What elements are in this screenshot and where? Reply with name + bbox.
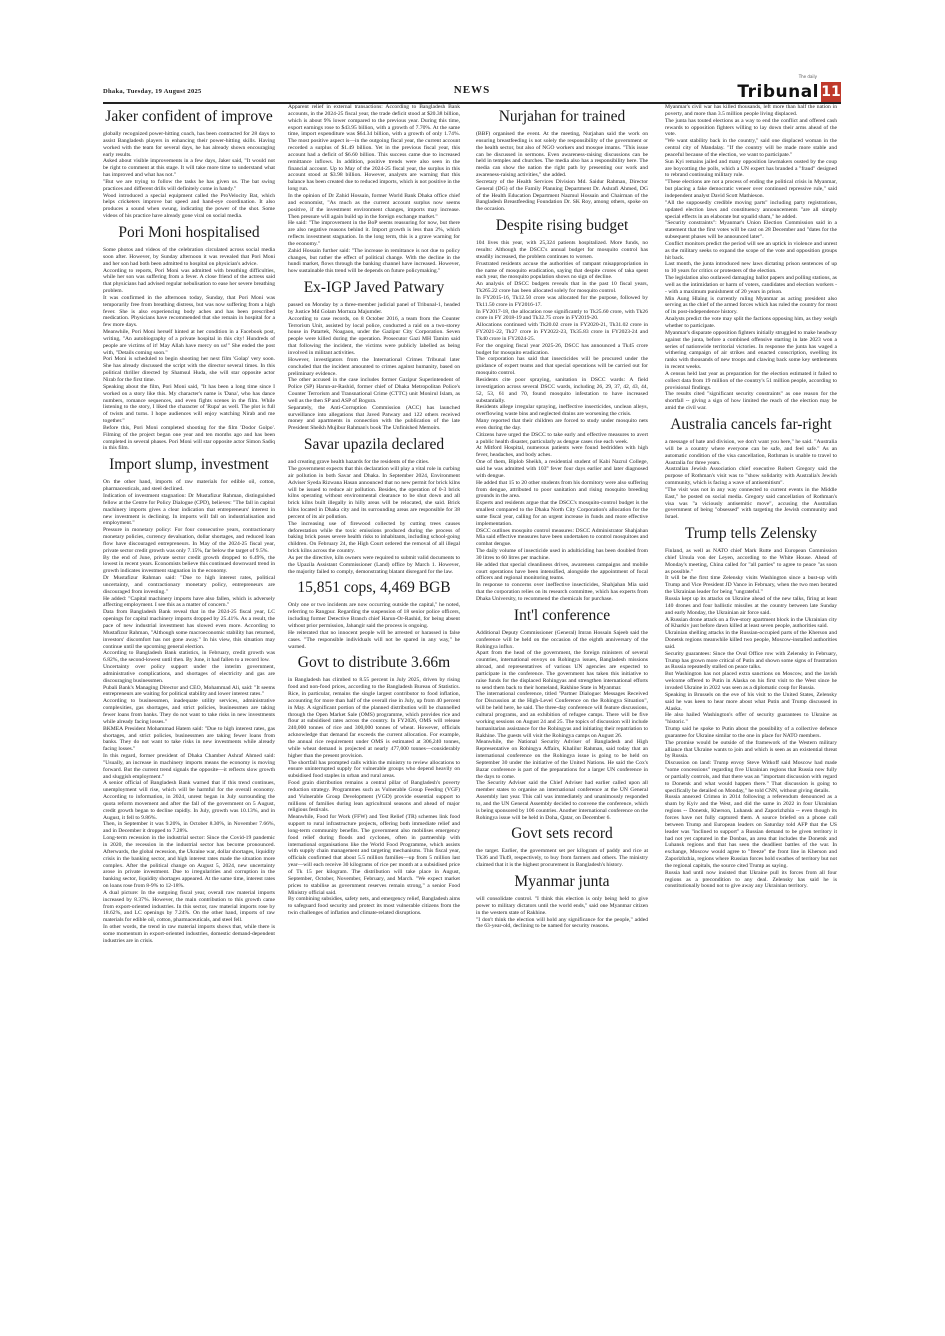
story-body: Some photos and videos of the celebration circulated across social media soon after. However, by Sunday afternoon it was revealed that Pori Moni and her son had both been admitted to hospital on physician's advice. According to reports, Pori Moni was admitted with breathing difficulties, while her son was suffering from a fever. A close friend of the actress said that physicians had advised regular nebulisation to ease her severe breathing problem. It was confirmed in the afternoon today, Sunday, that Pori Moni was temporarily free from breathing distress, but was now suffering from a high fever. She is also experiencing body aches and has been prescribed medication. Physicians have recommended that she remain in hospital for a few more days. Meanwhile, Pori Moni herself hinted at her condition in a Facebook post, writing, "An autobiography of a private hospital in this city! Hundreds of people are victims of it! May Allah have mercy on us!" She ended the post with, "Details coming soon." Pori Moni is scheduled to begin shooting her next film 'Golap' very soon. She has already discussed the script with the director several times. In this political thriller directed by Shamsul Huda, she will star opposite actor Nirab for the first time. Speaking about the film, Pori Moni said, "It has been a long time since I worked on a story like this. My character's name is 'Dana', who has dance numbers, romance sequences, and even fights scenes in the film. While listening to the story, I liked the character of 'Rupa' as well. The plot is full of twists and turns. I hope audiences will enjoy watching Nirab and me together." Before this, Pori Moni completed shooting for the film 'Dodor Golpo'. Filming of the project began one year and ten months ago and has been completed in several phases. Pori Moni will star opposite actor Simon Sadiq in this film. <box>103 246 275 452</box>
story-import-slump <box>103 456 275 944</box>
headline: Nurjahan for trained <box>498 108 626 125</box>
story-intl-conference <box>476 607 648 822</box>
story-australia <box>665 416 837 521</box>
headline: Jaker confident of improve <box>105 108 273 125</box>
story-body: globally recognized power-hitting coach, has been contracted for 28 days to assist Bangladesh players in enhancing their power-hitting skills. Having worked with the team for several days, he has already shown encouraging early results. Asked about visible improvements in a few days, Jaker said, "It would not be right to comment at this stage. It will take more time to understand what has improved and what has not." "But we are trying to follow the tasks he has given us. The bat swing practices and different drills will definitely come in handy." Wood introduced a special equipment called the ProVelocity Bat, which helps cricketers improve bat speed and hand-eye coordination. It also produces a sound when swung, indicating the power of the shot. Some videos of his practice have already gone viral on social media. <box>103 131 275 220</box>
section-title: NEWS <box>453 84 491 96</box>
column-1 <box>103 104 275 1260</box>
headline: Govt to distribute 3.66m <box>297 654 451 672</box>
headline: Australia cancels far-right <box>670 415 832 433</box>
logo-number-box: 11 <box>821 84 841 100</box>
headline: Int'l conference <box>513 606 611 624</box>
story-govt-record <box>476 825 648 869</box>
story-body: the target. Earlier, the government set per kilogram of paddy and rice at Tk36 and Tk49, respectively, to buy from farmers and others. The ministry claimed that it is the highest procurement in Bangladesh's history. <box>476 848 650 869</box>
column-2 <box>288 104 460 1260</box>
column-3 <box>476 104 648 1260</box>
masthead <box>103 74 841 104</box>
story-body: Myanmar's civil war has killed thousands, left more than half the nation in poverty, and more than 3.5 million people living displaced. The junta has touted elections as a way to end the conflict and offered cash rewards to opposition fighters willing to lay down their arms ahead of the vote. "We want stability back in the country," said one displaced woman in the central city of Mandalay. "If the country will be made more stable and peaceful because of the election, we want to participate." Sun Kyi remains jailed and many opposition lawmakers ousted by the coup are boycotting the polls, which a UN expert has branded a "fraud" designed to rebrand continuing military rule. "These elections are not a process of ending the political crisis in Myanmar, but placing a fake democratic veneer over continued repressive rule," said independent analyst David Scott Mathieson. "All the supposedly credible moving parts" including party registrations, updated election laws and constituency announcements "are all simply special effects in an elaborate but squalid sham," he added. "Security constraints": Myanmar's Union Election Commission said in a statement that the first votes will be cast on 28 December and "dates for the subsequent phases will be announced later". Conflict monitors predict the period will see an uptick in violence and unrest as the military seeks to expand the scope of the vote and opposition groups hit back. Last month, the junta introduced new laws dictating prison sentences of up to 10 years for critics or protesters of the election. The legislation also outlawed damaging ballot papers and polling stations, as well as the intimidation or harm of voters, candidates and election workers -- with a maximum punishment of 20 years in prison. Min Aung Hlaing is currently ruling Myanmar as acting president also serving as the chief of the armed forces which has ruled the country for most of its post-independence history. Analysts predict the vote may split the factions opposing him, as they weigh whether to participate. Myanmar's disparate opposition fighters initially struggled to make headway against the junta, before a combined offensive starting in late 2023 won a series of nationwide territorial victories. In response the junta has waged a withering campaign of air strikes and enacted conscription, swelling its ranks with thousands of new troops and clawing back some key settlements in recent weeks. A census held last year as preparation for the election estimated it failed to collect data from 19 million of the country's 51 million people, according to provisional findings. The results cited "significant security constraints" as one reason for the shortfall -- giving a sign of how limited the reach of the election may be amid the civil war. <box>665 104 837 412</box>
story-body: passed on Monday by a three-member judicial panel of Tribunal-1, headed by Justice Md Golam Mortuza Majumder. According to case records, on 8 October 2016, a team from the Counter Terrorism Unit, assisted by local police, conducted a raid on a two-storey house in Patartek, Noagaon, under the Gazipur City Corporation. Seven people were killed during the operation. Prosecutor Gazi MH Tamim said that following the incident, the victims were publicly labelled as being involved in militant activities. However, investigators from the International Crimes Tribunal later concluded that the incident amounted to crimes against humanity, based on preliminary evidence. The other accused in the case includes former Gazipur Superintendent of Police (SP) Harun-ar-Rashid, former chief of Dhaka Metropolitan Police's Counter Terrorism and Transnational Crime (CTTC) unit Monirul Islam, as well as the then SP and ASP of Bogura. Separately, the Anti-Corruption Commission (ACC) has launched surveillance into allegations that Javed Patwary and 122 others received money and apartments in connection with the publication of the late President Sheikh Mujibur Rahman's book The Unfinished Memoirs. <box>288 302 460 432</box>
headline: Trump tells Zelensky <box>684 525 818 543</box>
column-4 <box>665 104 837 1260</box>
story-nurjahan <box>476 108 648 213</box>
story-rising-budget <box>476 217 648 603</box>
story-body: Apparent relief in external transactions: According to Bangladesh Bank accounts, in the 2024-25 fiscal year, the trade deficit stood at $20.38 billion, which is about 9% lower compared to the previous year. During this time, export earnings rose to $43.95 billion, with a growth of 7.70%. At the same time, import expenditure was $64.34 billion, with a growth of only 1.74%. The most positive aspect is—in the outgoing fiscal year, the current account recorded a surplus of $1.49 billion. Yet in the previous fiscal year, this account had a deficit of $6.60 billion. This success came due to increased remittance inflows. In addition, positive trends were also seen in the financial account. Up to May of the 2024-25 fiscal year, the surplus in this account stood at $3.98 billion. However, analysts are warning that this balance has been created due to reduced imports, which is not positive in the long run. In the opinion of Dr Zahid Hossain, former World Bank Dhaka office chief and economist, "As much as the current account surplus now seems positive, if the investment environment changes, imports may increase. Then pressure will again build up in the foreign exchange market." He said: "The improvement in the BoP seems reassuring for now, but there are also negative reasons behind it. Import growth is less than 2%, which reflects investment stagnation. In the long term, this is a grave warning for the economy." Zahid Hossain further said: "The increase in remittance is not due to policy changes, but rather the effect of political change. With the decline in the hundi market, flows through the banking channel have increased. However, how sustainable this trend will be depends on future policymaking." <box>288 104 460 275</box>
story-trump-zelensky <box>665 525 837 890</box>
logo-tagline: The daily <box>798 74 817 79</box>
story-external-transactions <box>288 104 460 275</box>
story-body: Additional Deputy Commissioner (General) Imran Hossain Sajeeb said the conference will be held on the occasion of the eighth anniversary of the Rohingya influx. Apart from the head of the government, the foreign ministers of several countries, international envoys on Rohingya issues, Bangladesh missions abroad, and representatives of various UN agencies are expected to participate in the conference. The government has taken this initiative to raise funds for the displaced Rohingyas and strengthen international efforts to send them back to their homeland, Rakhine State in Myanmar. The international conference, titled "Partner Dialogue: Messages Received for Discussion at the High-Level Conference on the Rohingya Situation", will be held here, he said. The three-day conference will feature discussions, cultural programs, and an exhibition of refugee camps. There will be five working sessions on August 24 and 25. The topics of discussion will include humanitarian assistance for the Rohingyas and initiating their repatriation to Rakhine. The guests will visit the Rohingya camps on August 26. Meanwhile, the National Security Adviser of Bangladesh and High Representative on Rohingya Affairs, Khalilur Rahman, said today that an international conference on the Rohingya issue is going to be held on September 30 under the initiative of the United Nations. He said the Cox's Bazar conference is part of the preparations for a larger UN conference in the days to come. The Security Adviser said the Chief Adviser had earlier called upon all member states to organise an international conference at the UN General Assembly last year. This call was immediately and unanimously responded to, and the UN General Assembly decided to convene the conference, which is being sponsored by 106 countries. Another international conference on the Rohingya issue will be held in Doha, Qatar, on December 6. <box>476 629 648 821</box>
story-savar <box>288 436 460 575</box>
story-govt-distribute <box>288 654 460 917</box>
story-body: in Bangladesh has climbed to 8.55 percent in July 2025, driven by rising food and non-food prices, according to the Bangladesh Bureau of Statistics. Rice, in particular, remains the single largest contributor to food inflation, accounting for more than half of the overall rise in July, up from 40 percent in May. A significant portion of the planned distribution will be channelled through the Open Market Sale (OMS) programme, which provides rice and flour at subsidised rates across the country. In FY2026, OMS will release 240,000 tonnes of rice and 300,000 tonnes of wheat. However, officials acknowledge that demand far exceeds the current allocation. For example, the annual rice requirement under OMS is estimated at 306,240 tonnes, while wheat demand is projected at nearly 477,000 tonnes—considerably higher than the present provision. The shortfall has prompted calls within the ministry to review allocations to ensure uninterrupted supply for vulnerable groups who depend heavily on subsidised food staples in urban and rural areas. Food grain distribution remains a central pillar of Bangladesh's poverty reduction strategy. Programmes such as Vulnerable Group Feeding (VGF) and Vulnerable Group Development (VGD) provide essential support to millions of families during lean agricultural seasons and ahead of major religious festivals. Meanwhile, Food for Work (FFW) and Test Relief (TR) schemes link food support to rural infrastructure projects, offering both immediate relief and long-term community benefits. The government also mobilises emergency food relief during floods and cyclones, often in partnership with international organisations like the World Food Programme, which assists with supply chain management and targeting mechanisms. This fiscal year, officials confirmed that about 5.5 million families—up from 5 million last year—will each receive 30 kilograms of rice per month at a subsidised price of Tk 15 per kilogram. The distribution will take place in August, September, October, November, February, and March. "We expect market prices to stabilise as government reserves remain strong," a senior Food Ministry official said. By combining subsidies, safety nets, and emergency relief, Bangladesh aims to safeguard food security and protect its most vulnerable citizens from the twin challenges of inflation and climate-related disruptions. <box>288 677 460 917</box>
story-body: (BBF) organised the event. At the meeting, Nurjahan said the work on ensuring breastfeeding is not solely the responsibility of the government or the health sector, but also of NGO workers and mosque imams. "This issue can be discussed in sermons. Even awareness-raising discussions can be held in temples and churches. The media also has a responsibility here. The media can show the nation the right path by presenting our work and awareness-raising activities," she added. Secretary of the Health Services Division Md. Saidur Rahman, Director General (DG) of the Family Planning Department Dr. Ashrafi Ahmed, DG of the Health Education Department Nazmul Hossain and Chairman of the Bangladesh Breastfeeding Foundation Dr. SK Roy, among others, spoke on the occasion. <box>476 131 648 213</box>
story-body: Only one or two incidents are now occurring outside the capital," he noted, referring to Rangpur. Regarding the suspension of 18 senior police officers, including former Detective Branch chief Harun-Or-Rashid, for being absent without prior permission, Jahangir said the process is ongoing. He reiterated that no innocent people will be arrested or harassed in false cases. "The responsible individuals will not be spared in any way," he warned. <box>288 602 460 650</box>
story-body: Finland, as well as NATO chief Mark Rutte and European Commission chief Ursula von der Leyen, according to the White House. Ahead of Monday's meeting, China called for "all parties" to agree to peace "as soon as possible." It will be the first time Zelensky visits Washington since a bust-up with Trump and Vice President JD Vance in February, when the two men berated the Ukrainian leader for being "ungrateful." Russia kept up its attacks on Ukraine ahead of the new talks, firing at least 140 drones and four ballistic missiles at the country between late Sunday and early Monday, the Ukrainian air force said. A Russian drone attack on a five-story apartment block in the Ukrainian city of Kharkiv just before dawn killed at least seven people, authorities said. Ukrainian shelling attacks in the Russian-occupied parts of the Kherson and Donetsk regions meanwhile killed two people, Moscow-installed authorities said. Security guarantees: Since the Oval Office row with Zelensky in February, Trump has grown more critical of Putin and shown some signs of frustration as Russia repeatedly stalled on peace talks. But Washington has not placed extra sanctions on Moscow, and the lavish welcome offered to Putin in Alaska on his first visit to the West since he invaded Ukraine in 2022 was seen as a diplomatic coup for Russia. Speaking in Brussels on the eve of his visit to the United States, Zelensky said he was keen to hear more about what Putin and Trump discussed in Alaska. He also hailed Washington's offer of security guarantees to Ukraine as "historic." Trump said he spoke to Putin about the possibility of a collective defence guarantee for Ukraine similar to the one in place for NATO members. The promise would be outside of the framework of the Western military alliance that Ukraine wants to join and which is seen as an existential threat by Russia. Discussion on land: Trump envoy Steve Witkoff said Moscow had made "some concessions" regarding five Ukrainian regions that Russia now fully or partially controls, and that there was an "important discussion with regard to Donetsk and what would happen there." That discussion is going to specifically be detailed on Monday," he told CNN, without giving details. Russia annexed Crimea in 2014 following a referendum denounced as a sham by Kyiv and the West, and did the same in 2022 in four Ukrainian regions -- Donetsk, Kherson, Luhansk and Zaporizhzhia -- even though its forces have not fully captured them. A source briefed on a phone call between Trump and European leaders on Saturday told AFP that the US leader was "inclined to support" a Russian demand to be given territory it had not yet captured in the Donbas, an area that includes the Donetsk and Luhansk regions and that has seen the deadliest battles of the war. In exchange, Moscow would agree to "freeze" the front line in Kherson and Zaporizhzhia, regions where Russian forces hold swathes of territory but not the regional capitals, the source cited Trump as saying. Russia had until now insisted that Ukraine pull its forces from all four regions as a precondition to any deal. Zelensky has said he is constitutionally bound not to give away any Ukrainian territory. <box>665 548 837 890</box>
story-body: and creating grave health hazards for the residents of the cities. The government expects that this declaration will play a vital role in curbing air pollution in both Savar and Dhaka. In September 2024, Environment Adviser Syeda Rizwana Hasan announced that no new permit for brick kilns will be issued to reduce air pollution. Besides, the operation of 0-3 brick kilns operating without environmental clearance to be shut down and all brick kilns built illegally in hilly areas will be relocated, she said. Brick kilns located in Dhaka city and its surrounding areas are responsible for 38 percent of its air pollution. The increasing use of firewood collected by cutting trees causes deforestation while the toxic emissions produced during the process of baking brick poses severe health risks to inhabitants, including school-going children. On February 24, the High Court ordered the removal of all illegal brick kilns across the country. As per the directive, kiln owners were required to submit valid documents to the Upazila Assistant Commissioner (Land) office by March 1. However, the majority failed to comply, demonstrating blatant disregard for the law. <box>288 459 460 575</box>
story-pori-moni <box>103 224 275 452</box>
headline: Savar upazila declared <box>303 436 445 454</box>
headline: Import slump, investment <box>109 456 269 474</box>
story-myanmar-continued <box>665 104 837 412</box>
story-body: a message of hate and division, we don't want you here," he said. "Australia will be a country where everyone can be safe, and feel safe." As an automatic condition of the visa cancellation, Rothman is unable to travel to Australia for three years. Australian Jewish Association chief executive Robert Gregory said the purpose of Rothman's visit was to "show solidarity with Australia's Jewish community, which is facing a wave of antisemitism". "The visit was not in any way connected to current events in the Middle East," he posted on social media. Gregory said cancellation of Rothman's visa was "a viciously antisemitic move", accusing the Australian government of being "obsessed" with targeting the Jewish community and Israel. <box>665 438 837 521</box>
newspaper-logo <box>737 74 841 102</box>
story-jaker <box>103 108 275 220</box>
headline: Despite rising budget <box>495 217 629 235</box>
headline: Ex-IGP Javed Patwary <box>303 279 445 297</box>
story-myanmar-junta <box>476 873 648 930</box>
headline: Govt sets record <box>511 825 613 843</box>
story-body: will consolidate control. "I think this election is only being held to give power to military dictators until the world ends," said one Myanmar citizen in the western state of Rakhine. "I don't think the election will hold any significance for the people," added the 63-year-old, declining to be named for security reasons. <box>476 896 648 930</box>
headline: Myanmar junta <box>514 873 610 890</box>
logo-wordmark: Tribunal <box>737 82 819 102</box>
headline: 15,851 cops, 4,469 BGB <box>297 579 451 597</box>
headline: Pori Moni hospitalised <box>118 223 260 241</box>
story-ex-igp <box>288 279 460 432</box>
story-body: 104 lives this year, with 25,324 patients hospitalized. More funds, no results: Although the DSCC's annual budget for mosquito control has steadily increased, the problem continues to worsen. Frustrated residents accuse the authorities of rampant misappropriation in the name of mosquito eradication, saying that despite crores of taka spent each year, the mosquito population shows no sign of decline. An analysis of DSCC budgets reveals that in the past 10 fiscal years, Tk265.22 crore has been allocated solely for mosquito control. In FY2015-16, Tk12.50 crore was allocated for the purpose, followed by Tk11.50 crore in FY2016-17. In FY2017-18, the allocation rose significantly to Tk25.60 crore, with Tk26 crore in FY 2018-19 and Tk32.75 crore in FY2019-20. Allocations continued with Tk20.02 crore in FY2020-21, Tk31.02 crore in FY2021-22, Tk27 crore in FY2022-23, Tk35.83 crore in FY2023-24 and Tk40 crore in FY2024-25. For the ongoing fiscal year 2025-26, DSCC has announced a Tk45 crore budget for mosquito eradication. The corporation has said that insecticides will be procured under the guidance of expert teams and that special operations will be carried out for mosquito control. Residents cite poor spraying, sanitation in DSCC wards: A field investigation across several DSCC wards, including 26, 29, 37, 42, 43, 44, 52, 53, 61 and 70, found mosquito infestation to have increased substantially. Residents allege irregular spraying, ineffective insecticides, unclean alleys, overflowing waste bins and neglected drains are worsening the crisis. Many reported that their children are forced to study under mosquito nets even during the day. Citizens have urged the DSCC to take early and effective measures to avert a public health disaster, particularly as dengue cases rise each week. At Mitford Hospital, numerous patients were found bedridden with high fever, headaches, and body aches. One of them, Biplob Sheikh, a residential student of Kabi Nazrul College, said he was admitted with 103° fever four days earlier and later diagnosed with dengue. He added that 15 to 20 other students from his dormitory were also suffering from dengue, attributed to poor sanitation and rising mosquito breeding grounds in the area. Experts and residents argue that the DSCC's mosquito-control budget is the smallest compared to the Dhaka North City Corporation's allocation for the same fiscal year, calling for an urgent increase in funds and more effective implementation. DSCC outlines mosquito control measures: DSCC Administrator Shahjahan Mia said effective measures have been undertaken to control mosquitoes and combat dengue. The daily volume of insecticide used in adulticiding has been doubled from 30 litres to 60 litres per machine. He added that special cleanliness drives, awareness campaigns and mobile court operations have been intensified, alongside the appointment of focal officers and regional monitoring teams. In response to concerns over ineffective insecticides, Shahjahan Mia said that the corporation relies on its research committee, which has experts from Dhaka University, to recommend the chemicals for purchase. <box>476 240 649 602</box>
story-body: On the other hand, imports of raw materials for edible oil, cotton, pharmaceuticals, and steel declined. Indication of investment stagnation: Dr Mustafizur Rahman, distinguished fellow at the Centre for Policy Dialogue (CPD), believes: "The fall in capital machinery imports gives a clear indication that entrepreneurs' interest in new investment is declining. In imports will fall on industrialisation and employment." Pressure in monetary policy: For four consecutive years, contractionary monetary policies, currency devaluation, dollar shortages, and reduced loan flow have discouraged entrepreneurs. In May of the 2024-25 fiscal year, private sector credit growth was only 7.15%, far below the target of 9.5%. By the end of June, private sector credit growth dropped to 6.49%, the lowest in recent years. Economists believe this continued downward trend in growth indicates investment stagnation in the economy. Dr Mustafizur Rahman said: "Due to high interest rates, political uncertainty, and contractionary monetary policy, entrepreneurs are discouraged from investing." He added: "Capital machinery imports have also fallen, which is adversely affecting employment. I see this as a matter of concern." Data from Bangladesh Bank reveal that in the 2024-25 fiscal year, LC openings for capital machinery imports dropped by 25.41%. As a result, the pace of new industrial investment has slowed even more. According to Mustafizur Rahman, "Although some macroeconomic stability has returned, investors' discomfort has not gone away." In his view, this situation may continue until the upcoming general election. According to Bangladesh Bank statistics, in February, credit growth was 6.82%, the second-lowest until then. By June, it had fallen to a record low. Uncertainty over policy support under the interim government, administrative complications, and shortages of electricity and gas are discouraging businessmen. Pubali Bank's Managing Director and CEO, Mohammad Ali, said: "It seems entrepreneurs are waiting for political stability and lower interest rates." According to businessmen, inadequate utility services, administrative complexities, gas shortages, and strict policies, businessmen are taking fewer loans from banks. They do not want to take risks in new investments while already facing losses." BKMEA President Mohammad Hatem said: "Due to high interest rates, gas shortages, and strict policies, businessmen are taking fewer loans from banks. They do not want to take risks in new investments while already facing losses." In this regard, former president of Dhaka Chamber Ashraf Ahmed said: "Usually, an increase in machinery imports means the economy is moving forward. But the current trend signals the opposite—it reflects slow growth and sluggish employment." A senior official of Bangladesh Bank warned that if this trend continues, unemployment will rise, which will be harmful for the overall economy. According to information, in 2024, unrest began in July surrounding the quota reform movement and after the fall of the government on 5 August, credit growth began to decline rapidly. In July, growth was 10.13%, and in August, it fell to 9.86%. Then, in September it was 9.20%, in October 8.30%, in November 7.66%, and in December it dropped to 7.28%. Long-term recession in the industrial sector: Since the Covid-19 pandemic in 2020, the recession in the industrial sector has become pronounced. Afterwards, the global recession, the Ukraine war, dollar shortages, liquidity crisis in the banking sector, and high interest rates made the situation more complex. After the political change on August 5, 2024, new uncertainty arose in private investment. Due to irregularities and corruption in the banking sector, liquidity shortages appeared. At the same time, interest rates on loans rose from 8-9% to 12-18%. A dual picture: In the outgoing fiscal year, overall raw material imports increased by 8.37%. However, the main contribution to this growth came from export-oriented industries. In this sector, raw material imports rose by 18.62%, and LC openings by 7.24%. On the other hand, imports of raw materials for edible oil, cotton, pharmaceuticals, and steel fell. In other words, the trend in raw material imports shows that, while there is some momentum in export-oriented industries, domestic demand-dependent industries are in crisis. <box>103 479 275 944</box>
story-cops-bgb <box>288 579 460 650</box>
issue-date: Dhaka, Tuesday, 19 August 2025 <box>103 88 202 95</box>
